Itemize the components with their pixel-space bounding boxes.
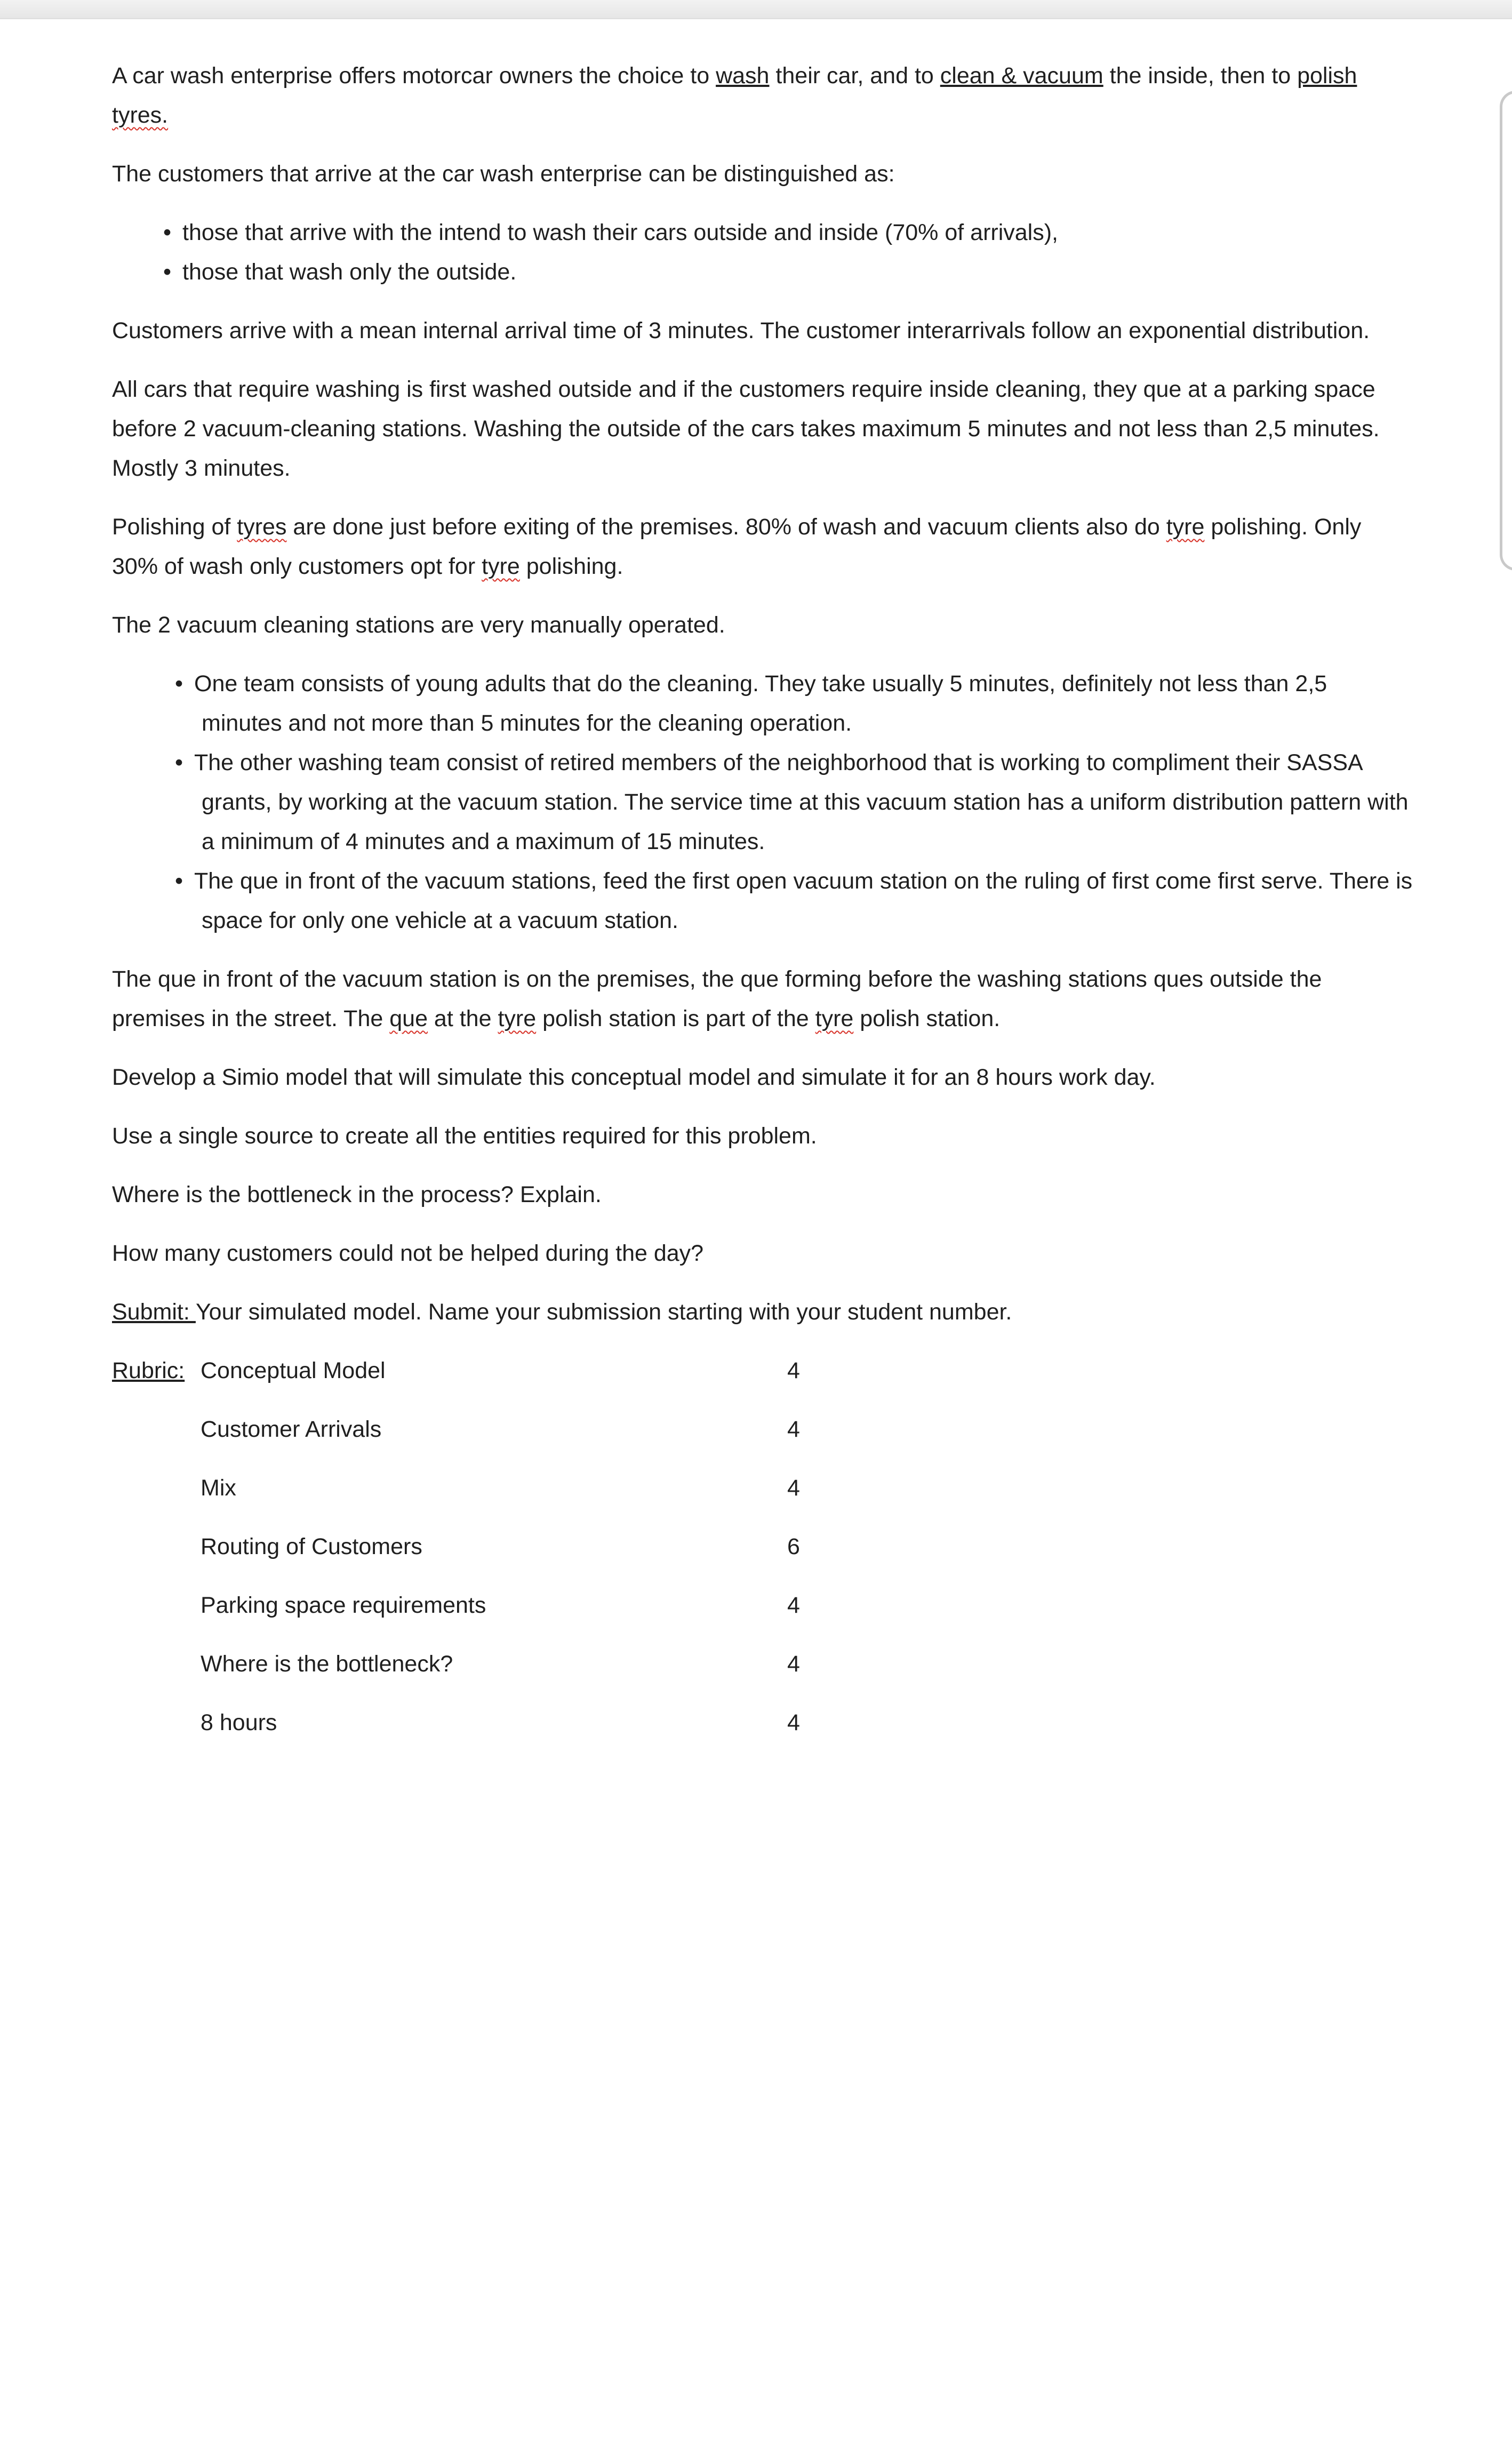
top-bar xyxy=(0,0,1512,19)
rubric-row xyxy=(112,1703,1413,1742)
submit-label: Submit: xyxy=(112,1299,196,1325)
washing-paragraph: All cars that require washing is first washed outside and if the customers require inside cleaning, they que at a parking space before 2 vacuum-cleaning stations. Washing the outside of the cars takes maximum 5 minutes and not less than 2,5 minutes. Mostly 3 minutes. xyxy=(112,377,1380,481)
link-polish: polish xyxy=(1297,63,1357,89)
rubric-points: 4 xyxy=(787,1710,800,1735)
rubric-row xyxy=(112,1527,1413,1566)
list-item: • those that wash only the outside. xyxy=(163,252,1413,292)
task-develop: Develop a Simio model that will simulate this conceptual model and simulate it for an 8 hours work day. xyxy=(112,1065,1156,1090)
teams-list xyxy=(112,664,1413,940)
rubric-item: Where is the bottleneck? xyxy=(201,1651,453,1677)
list-item: • The que in front of the vacuum stations, feed the first open vacuum station on the ruling of first come first serve. There is space for only one vehicle at a vacuum station. xyxy=(175,868,1413,933)
rubric-row xyxy=(112,1468,1413,1508)
rubric-item: Parking space requirements xyxy=(201,1592,486,1618)
customer-types-list xyxy=(112,213,1413,292)
rubric-item: Routing of Customers xyxy=(201,1534,422,1559)
polishing-paragraph: Polishing of tyres are done just before exiting of the premises. 80% of wash and vacuum clients also do tyre polishing. Only 30% of wash only customers opt for tyre polishing. xyxy=(112,514,1362,579)
customer-types-intro: The customers that arrive at the car wash enterprise can be distinguished as: xyxy=(112,161,895,187)
rubric-label: Rubric: xyxy=(112,1358,185,1383)
rubric-points: 4 xyxy=(787,1475,800,1501)
scroll-edge xyxy=(1500,91,1512,571)
rubric-item: 8 hours xyxy=(201,1710,277,1735)
rubric-points: 4 xyxy=(787,1416,800,1442)
rubric-row xyxy=(112,1644,1413,1684)
question-customers: How many customers could not be helped during the day? xyxy=(112,1240,704,1266)
rubric-table xyxy=(112,1351,1413,1742)
arrival-paragraph: Customers arrive with a mean internal arrival time of 3 minutes. The customer interarrivals follow an exponential distribution. xyxy=(112,318,1370,343)
rubric-item: Mix xyxy=(201,1475,236,1501)
question-bottleneck: Where is the bottleneck in the process? Explain. xyxy=(112,1182,602,1207)
link-tyres: tyres. xyxy=(112,102,169,128)
rubric-points: 4 xyxy=(787,1651,800,1677)
vacuum-stations-paragraph: The 2 vacuum cleaning stations are very manually operated. xyxy=(112,612,725,638)
rubric-row xyxy=(112,1351,1413,1390)
link-wash: wash xyxy=(716,63,770,89)
rubric-item: Customer Arrivals xyxy=(201,1416,382,1442)
submit-line: Submit: Your simulated model. Name your submission starting with your student number. xyxy=(112,1299,1012,1325)
document-body xyxy=(112,56,1413,1762)
link-clean-vacuum: clean & vacuum xyxy=(940,63,1103,89)
rubric-points: 4 xyxy=(787,1358,800,1383)
intro-paragraph: A car wash enterprise offers motorcar owners the choice to wash their car, and to clean & vacuum the inside, then to polish tyres. xyxy=(112,63,1357,128)
list-item: • One team consists of young adults that do the cleaning. They take usually 5 minutes, definitely not less than 2,5 minutes and not more than 5 minutes for the cleaning operation. xyxy=(175,671,1327,736)
list-item: • those that arrive with the intend to wash their cars outside and inside (70% of arrivals), xyxy=(163,213,1413,252)
task-single-source: Use a single source to create all the entities required for this problem. xyxy=(112,1123,817,1149)
rubric-points: 4 xyxy=(787,1592,800,1618)
queue-paragraph: The que in front of the vacuum station is on the premises, the que forming before the washing stations ques outside the premises in the street. The que at the tyre polish station is part of the tyre polish station. xyxy=(112,966,1322,1031)
rubric-row xyxy=(112,1410,1413,1449)
list-item: • The other washing team consist of retired members of the neighborhood that is working to compliment their SASSA grants, by working at the vacuum station. The service time at this vacuum station has a uniform distribution pattern with a minimum of 4 minutes and a maximum of 15 minutes. xyxy=(175,750,1409,854)
rubric-row xyxy=(112,1586,1413,1625)
rubric-item: Conceptual Model xyxy=(201,1358,386,1383)
rubric-points: 6 xyxy=(787,1534,800,1559)
